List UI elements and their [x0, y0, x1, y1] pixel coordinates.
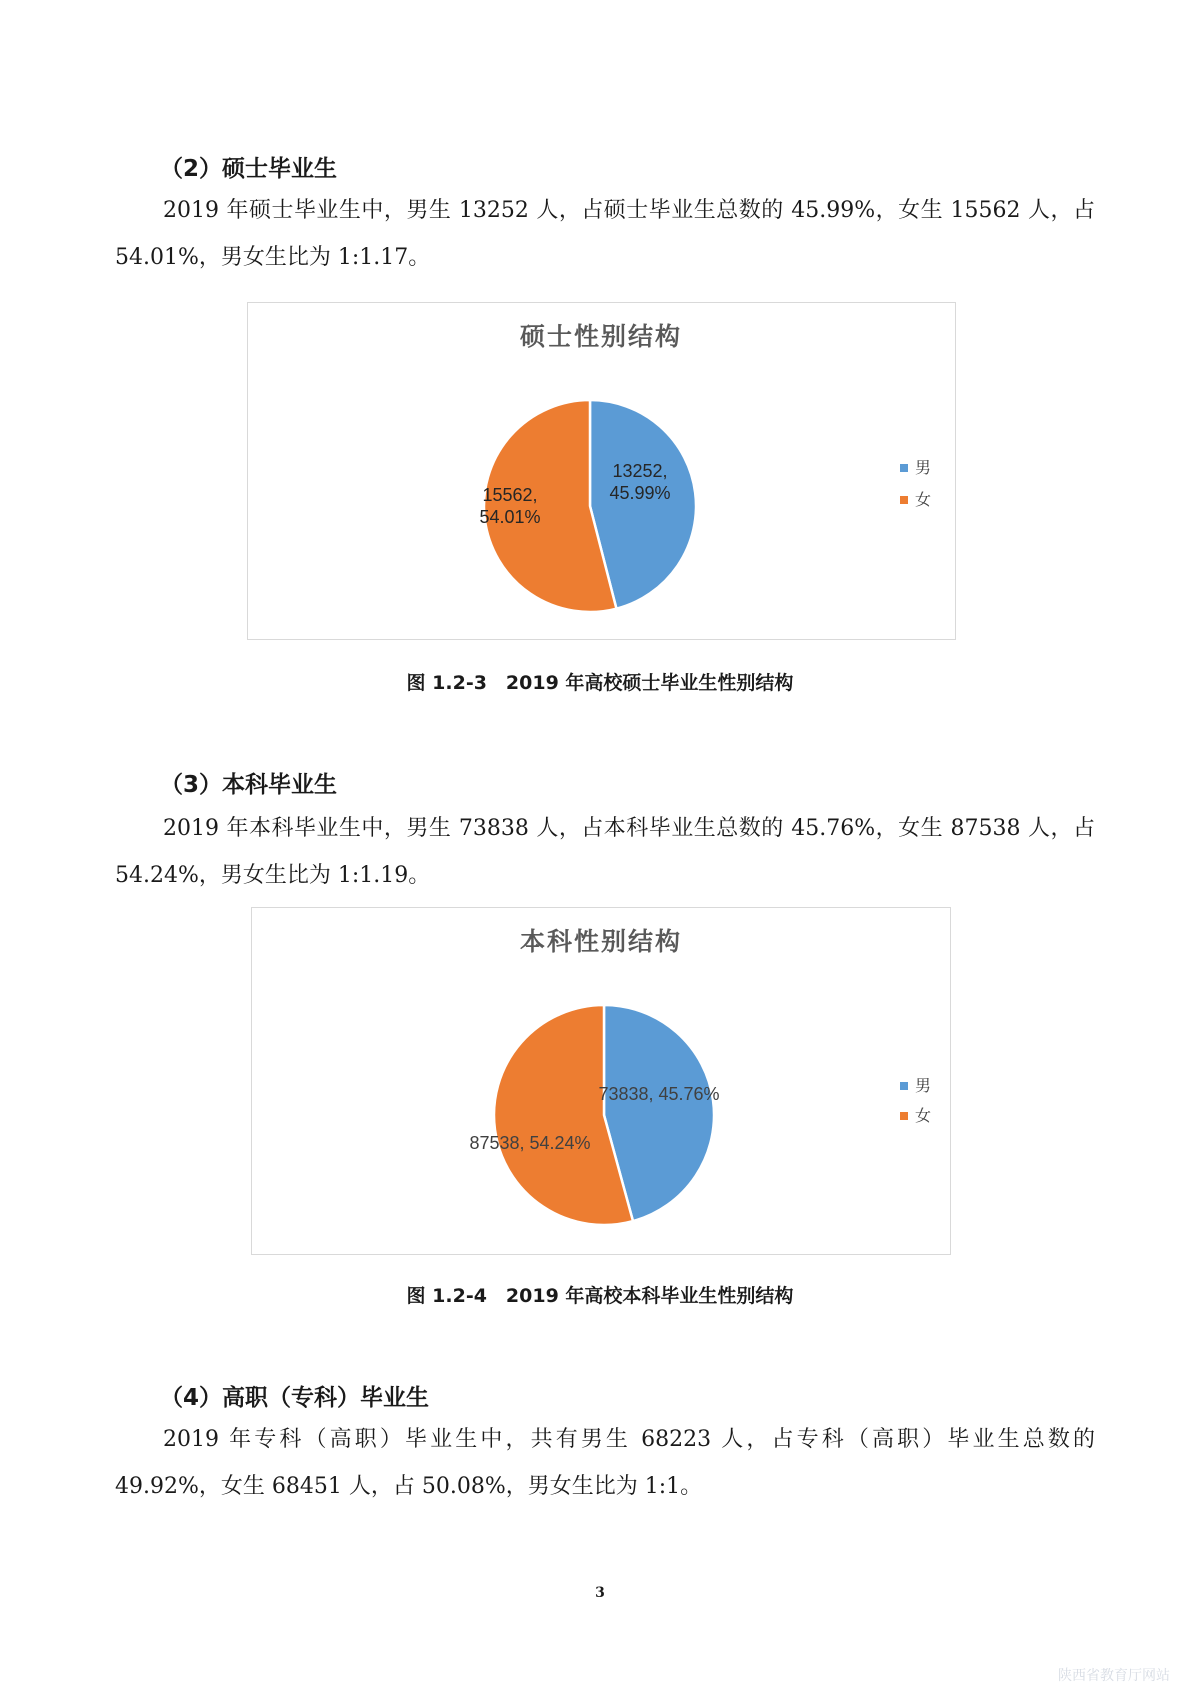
legend-swatch-male	[900, 1082, 908, 1090]
chart-title: 硕士性别结构	[519, 322, 683, 351]
data-label-female: 15562, 54.01%	[479, 485, 541, 527]
pie-svg-bachelor	[252, 908, 950, 1254]
pie-chart-master	[247, 302, 956, 640]
legend-swatch-female	[900, 496, 908, 504]
legend-label-female: 女	[915, 1106, 932, 1125]
chart-title: 本科性别结构	[519, 927, 683, 956]
legend-swatch-female	[900, 1112, 908, 1120]
pie-svg-master	[248, 303, 955, 639]
paragraph-bachelor: 2019 年本科毕业生中，男生 73838 人，占本科毕业生总数的 45.76%，女生 87538 人，占 54.24%，男女生比为 1:1.19。	[115, 816, 1095, 888]
figure-caption-master: 图 1.2-3 2019 年高校硕士毕业生性别结构	[406, 672, 794, 694]
paragraph-master: 2019 年硕士毕业生中，男生 13252 人，占硕士毕业生总数的 45.99%，女生 15562 人，占 54.01%，男女生比为 1:1.17。	[115, 198, 1095, 270]
data-label-female: 87538, 54.24%	[469, 1133, 591, 1153]
paragraph-vocational: 2019 年专科（高职）毕业生中，共有男生 68223 人，占专科（高职）毕业生总数的 49.92%，女生 68451 人，占 50.08%，男女生比为 1:1。	[115, 1427, 1095, 1499]
data-label-male: 73838, 45.76%	[598, 1084, 720, 1104]
section-heading-master: （2）硕士毕业生	[160, 156, 338, 182]
pie-chart-bachelor	[251, 907, 951, 1255]
legend-swatch-male	[900, 464, 908, 472]
legend	[900, 458, 931, 509]
legend-label-female: 女	[915, 490, 932, 509]
legend	[900, 1076, 931, 1125]
legend-label-male: 男	[915, 1076, 932, 1095]
section-heading-bachelor: （3）本科毕业生	[160, 772, 338, 798]
data-label-male: 13252, 45.99%	[609, 461, 671, 503]
section-heading-vocational: （4）高职（专科）毕业生	[160, 1385, 430, 1411]
page-number: 3	[595, 1585, 605, 1601]
figure-caption-bachelor: 图 1.2-4 2019 年高校本科毕业生性别结构	[406, 1285, 794, 1307]
legend-label-male: 男	[915, 458, 932, 477]
watermark: 陕西省教育厅网站	[1058, 1668, 1170, 1684]
